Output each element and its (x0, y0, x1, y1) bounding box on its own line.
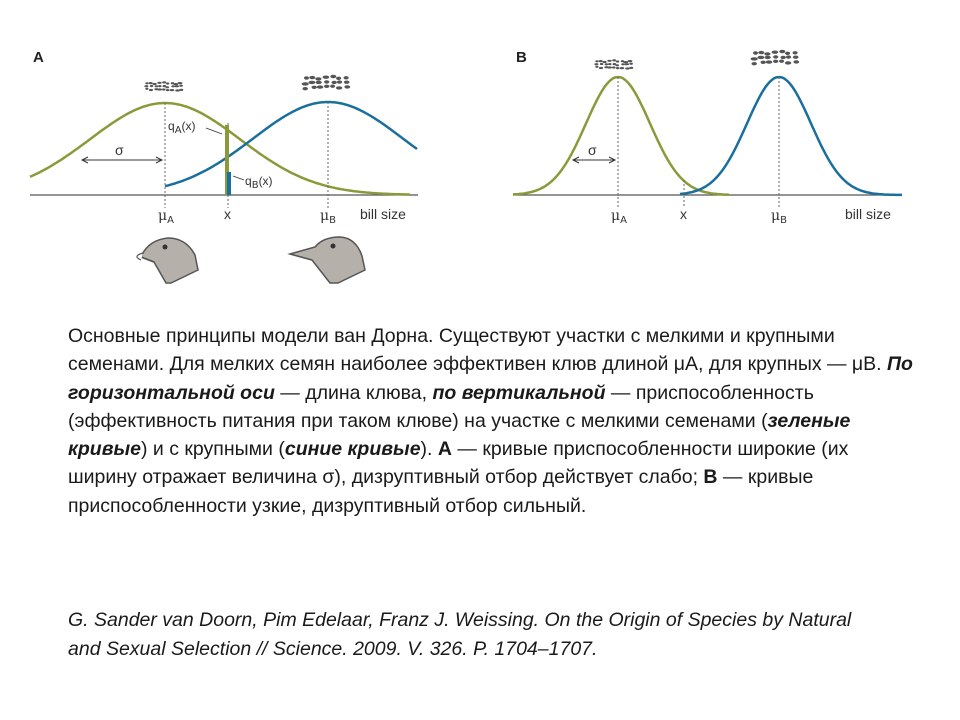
seed (153, 83, 157, 85)
panel-b-letter: B (516, 49, 527, 66)
caption-panel-b-ref: В (703, 466, 718, 489)
seed (785, 61, 791, 64)
seed (608, 63, 611, 65)
seed (607, 60, 611, 62)
seed (144, 85, 148, 87)
seed (753, 51, 758, 54)
citation: G. Sander van Doorn, Pim Edelaar, Franz J. Weissing. On the Origin of Species by Natural and Sexual Selection // Science. 2009. V. 326. P. 1704–1707. (68, 609, 852, 660)
caption-text: — длина клюва, (274, 381, 433, 404)
panel-b-axis-label: bill size (845, 206, 891, 222)
caption-emphasis-blue: синие кривые (284, 438, 421, 461)
seed (150, 85, 153, 87)
seed (793, 56, 799, 59)
panel-a-qb-label: $q_B(x)$ (245, 174, 273, 191)
seed (600, 63, 603, 65)
seed (779, 60, 784, 63)
small-seeds-icon (594, 59, 633, 69)
seed (772, 51, 779, 54)
seed (623, 61, 628, 63)
caption-text: — кривые приспособленности узкие, дизруптивный отбор сильный. (68, 466, 814, 517)
seed (337, 80, 342, 83)
large-bill-bird-icon (290, 237, 365, 283)
seed (607, 66, 612, 68)
panel-a-letter: A (33, 49, 44, 66)
seed (779, 50, 785, 53)
seed (317, 85, 324, 88)
seed (336, 86, 342, 89)
caption-text: — кривые приспособленности широкие (их ширину отражает величина σ), дизруптивный отбор действует слабо; (68, 438, 849, 489)
seed (773, 55, 778, 58)
panel-a (30, 49, 418, 283)
seed (629, 63, 633, 65)
panel-a-sigma-label: σ (115, 142, 124, 158)
seed (166, 82, 169, 84)
seed (599, 67, 603, 69)
seed (324, 85, 329, 88)
seed (324, 80, 329, 83)
figure (0, 0, 960, 300)
seed (303, 87, 308, 90)
seed (620, 67, 625, 69)
seed (629, 67, 633, 69)
seed (155, 85, 159, 87)
caption-text: ). (420, 438, 438, 461)
seed (616, 60, 619, 62)
seed (304, 76, 309, 79)
seed (344, 85, 350, 88)
seed (612, 66, 616, 68)
seed (616, 64, 620, 66)
caption-text: — приспособленность (эффективность питания при таком клюве) на участке с мелкими семенами ( (68, 381, 814, 432)
panel-b-blue-curve (680, 77, 902, 195)
caption-emphasis-vertical: по вертикальной (432, 381, 606, 404)
seed (332, 81, 337, 84)
large-seeds-icon (302, 75, 351, 91)
seed (752, 62, 757, 65)
seed (625, 63, 629, 65)
seed (157, 82, 161, 84)
caption-text: ) и с крупными ( (140, 438, 285, 461)
panel-a-qb-pointer (233, 176, 244, 180)
seed (761, 61, 766, 64)
seed (145, 82, 148, 84)
seed (594, 63, 598, 65)
seed (758, 51, 764, 54)
seed (316, 81, 322, 84)
panel-a-qa-pointer (206, 128, 222, 134)
caption-emphasis-green: зеленые кривые (68, 409, 851, 461)
seed (757, 56, 764, 59)
seed (616, 67, 619, 69)
seed (785, 52, 790, 55)
seed (170, 89, 175, 91)
seed (628, 60, 633, 62)
seed (178, 82, 183, 84)
seed (175, 89, 180, 91)
panel-b-mu-b-tick: $\mu_B$ (771, 208, 787, 226)
large-seeds-icon (751, 50, 800, 66)
seed (786, 55, 791, 58)
seed (323, 76, 330, 79)
seed (173, 83, 178, 85)
seed (179, 89, 183, 91)
seed (162, 88, 166, 90)
seed (171, 85, 175, 87)
seed (773, 60, 778, 63)
seed (595, 66, 598, 68)
seed (330, 75, 336, 78)
panel-a-mu-a-tick: $\mu_A$ (158, 208, 174, 226)
small-seeds-icon (144, 81, 183, 91)
panel-a-green-curve (30, 103, 410, 195)
caption-text: Основные принципы модели ван Дорна. Существуют участки с мелкими и крупными семенами. Для мелких семян наиболее эффективен клюв длиной μА, для крупных — μВ. (68, 325, 888, 376)
figure-caption (68, 322, 918, 520)
seed (149, 89, 153, 91)
panel-b-green-curve (513, 77, 729, 195)
seed (766, 60, 773, 63)
seed (621, 63, 625, 65)
caption-emphasis-horizontal: По горизонтальной оси (68, 353, 913, 404)
seed (751, 57, 758, 60)
seed (309, 76, 315, 79)
panel-a-axis-label: bill size (360, 206, 406, 222)
seed (793, 51, 798, 54)
panel-b-sigma-label: σ (588, 142, 597, 158)
seed (157, 88, 162, 90)
seed (336, 77, 341, 80)
panel-b-x-tick: x (680, 206, 687, 222)
seed (162, 81, 166, 83)
panel-a-mu-b-tick: $\mu_B$ (320, 208, 336, 226)
seed (765, 56, 771, 59)
seed (612, 59, 616, 61)
seed (764, 52, 770, 55)
seed (149, 82, 153, 84)
seed (302, 82, 309, 85)
seed (599, 60, 603, 62)
panel-b (513, 49, 902, 226)
seed (145, 88, 148, 90)
panel-a-x-tick: x (224, 206, 231, 222)
seed (166, 86, 170, 88)
seed (595, 60, 598, 62)
seed (344, 76, 349, 79)
seed (781, 56, 786, 59)
seed (330, 85, 335, 88)
small-bill-bird-icon (137, 238, 198, 283)
seed (603, 61, 607, 63)
seed (312, 86, 317, 89)
seed (605, 63, 609, 65)
seed (625, 67, 630, 69)
panel-a-qa-label: $q_A(x)$ (168, 119, 196, 136)
seed (158, 85, 161, 87)
seed (315, 77, 321, 80)
caption-panel-a-ref: А (437, 438, 452, 461)
seed (308, 81, 315, 84)
panel-b-mu-a-tick: $\mu_A$ (611, 208, 627, 226)
seed (179, 85, 183, 87)
seed (166, 89, 169, 91)
seed (344, 81, 350, 84)
seed (175, 85, 179, 87)
seed (793, 60, 799, 63)
